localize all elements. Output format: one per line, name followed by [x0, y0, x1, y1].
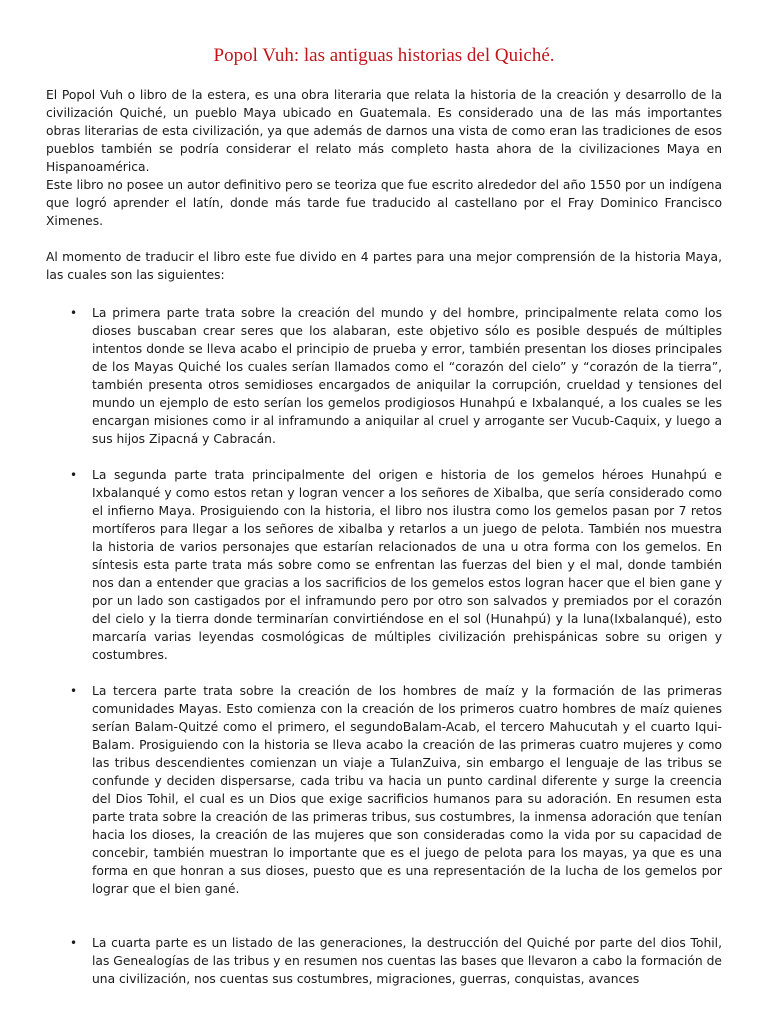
list-item	[46, 682, 722, 898]
intro-paragraph-1: El Popol Vuh o libro de la estera, es una obra literaria que relata la historia de la creación y desarrollo de la civilización Quiché, un pueblo Maya ubicado en Guatemala. Es considerado una de las más importantes obras literarias de esta civilización, ya que además de darnos una vista de como eran las tradiciones de esos pueblos también se podría considerar el relato más completo hasta ahora de la civilizaciones Maya en Hispanoamérica.	[46, 88, 722, 174]
bullet-icon: •	[70, 306, 78, 320]
part-3-text: La tercera parte trata sobre la creación de los hombres de maíz y la formación de las primeras comunidades Mayas. Esto comienza con la creación de los primeros cuatro hombres de maíz quienes serían Balam-Quitzé como el primero, el segundoBalam-Acab, el tercero Mahucutah y el cuarto Iqui-Balam. Prosiguiendo con la historia se lleva acabo la creación de las primeras cuatro mujeres y como las tribus descendientes comienzan un viaje a TulanZuiva, sin embargo el lenguaje de las tribus se confunde y deciden dispersarse, cada tribu va hacia un punto cardinal diferente y surge la creencia del Dios Tohil, el cual es un Dios que exige sacrificios humanos para su adoración. En resumen esta parte trata sobre la creación de las primeras tribus, sus costumbres, la inmensa adoración que tenían hacia los dioses, la creación de las mujeres que son consideradas como la vida por su capacidad de concebir, también muestran lo importante que es el juego de pelota para los mayas, ya que es una forma en que honran a sus dioses, puesto que es una representación de la lucha de los gemelos por lograr que el bien gané.	[92, 684, 722, 896]
part-1-text: La primera parte trata sobre la creación del mundo y del hombre, principalmente relata como los dioses buscaban crear seres que los alabaran, este objetivo sólo es posible después de múltiples intentos donde se lleva acabo el principio de prueba y error, también presentan los dioses principales de los Mayas Quiché los cuales serían llamados como el “corazón del cielo” y “corazón de la tierra”, también presenta otros semidioses encargados de aniquilar la corrupción, crueldad y tensiones del mundo un ejemplo de esto serían los gemelos prodigiosos Hunahpú e Ixbalanqué, a los cuales se les encargan misiones como ir al inframundo a aniquilar al cruel y arrogante ser Vucub-Caquix, y luego a sus hijos Zipacná y Cabracán.	[92, 306, 722, 446]
part-4-text: La cuarta parte es un listado de las generaciones, la destrucción del Quiché por parte del dios Tohil, las Genealogías de las tribus y en resumen nos cuentas las bases que llevaron a cabo la formación de una civilización, nos cuentas sus costumbres, migraciones, guerras, conquistas, avances	[92, 936, 722, 986]
bullet-icon: •	[70, 936, 78, 950]
intro-paragraph-2: Este libro no posee un autor definitivo pero se teoriza que fue escrito alrededor del año 1550 por un indígena que logró aprender el latín, donde más tarde fue traducido al castellano por el Fray Dominico Francisco Ximenes.	[46, 178, 722, 228]
part-2-text: La segunda parte trata principalmente del origen e historia de los gemelos héroes Hunahpú e Ixbalanqué y como estos retan y logran vencer a los señores de Xibalba, que sería considerado como el infierno Maya. Prosiguiendo con la historia, el libro nos ilustra como los gemelos pasan por 7 retos mortíferos para llegar a los señores de xibalba y retarlos a un juego de pelota. También nos muestra la historia de varios personajes que estarían relacionados de una u otra forma con los gemelos. En síntesis esta parte trata más sobre como se enfrentan las fuerzas del bien y el mal, donde también nos dan a entender que gracias a los sacrificios de los gemelos estos logran hacer que el bien gane y por un lado son castigados por el inframundo pero por otro son salvados y premiados por el corazón del cielo y la tierra donde terminarían convirtiéndose en el sol (Hunahpú) y la luna(Ixbalanqué), esto marcaría varias leyendas cosmológicas de múltiples civilización prehispánicas sobre su origen y costumbres.	[92, 468, 722, 662]
list-item	[46, 466, 722, 664]
bullet-icon: •	[70, 468, 78, 482]
parts-list	[46, 304, 722, 988]
list-item	[46, 304, 722, 448]
bullet-icon: •	[70, 684, 78, 698]
list-item	[46, 934, 722, 988]
document-page	[46, 40, 722, 1006]
document-title: Popol Vuh: las antiguas historias del Quiché.	[213, 45, 555, 66]
lead-paragraph: Al momento de traducir el libro este fue divido en 4 partes para una mejor comprensión de la historia Maya, las cuales son las siguientes:	[46, 250, 722, 282]
